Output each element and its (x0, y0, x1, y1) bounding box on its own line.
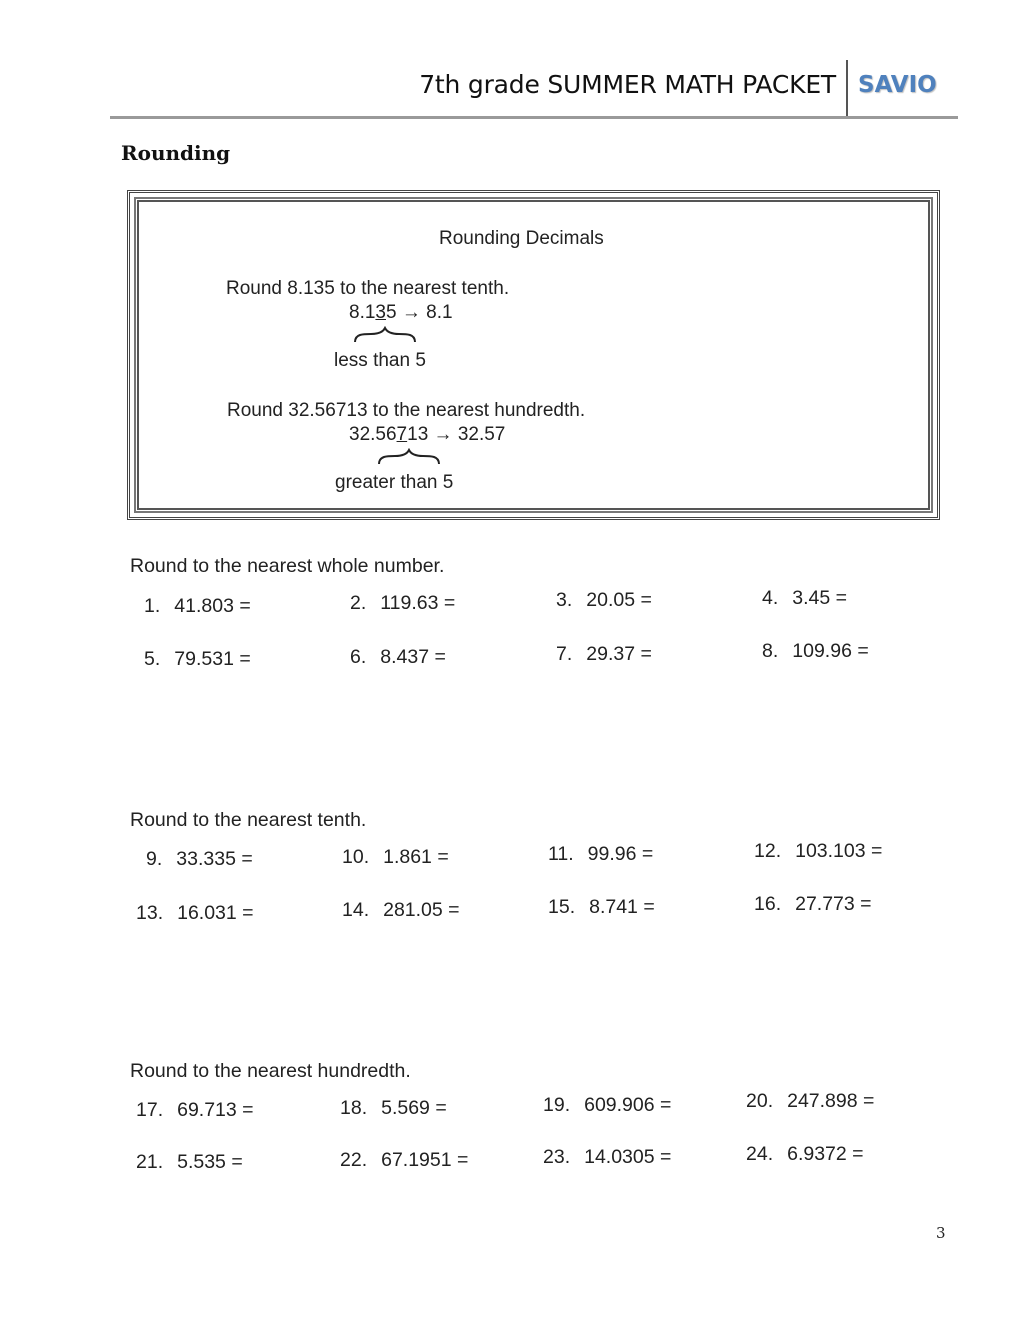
problem-number: 16. (754, 893, 782, 915)
problem-number: 17. (136, 1099, 164, 1121)
problem-expression: 33.335 = (176, 848, 253, 870)
problem-item (136, 1099, 254, 1122)
problem-expression: 3.45 = (792, 587, 848, 609)
problem-expression: 41.803 = (174, 595, 251, 617)
instruction-hundredth: Round to the nearest hundredth. (130, 1060, 411, 1082)
problem-number: 20. (746, 1090, 774, 1112)
problem-item (548, 896, 655, 919)
page-number: 3 (936, 1224, 946, 1242)
problem-number: 12. (754, 840, 782, 862)
example-1-note: less than 5 (334, 350, 426, 371)
problem-expression: 247.898 = (787, 1090, 875, 1112)
instruction-whole-number: Round to the nearest whole number. (130, 555, 445, 577)
problem-expression: 29.37 = (586, 643, 652, 665)
example-box-inner (137, 200, 930, 510)
example-2-work (349, 424, 505, 446)
problem-item (556, 643, 652, 666)
problem-expression: 5.569 = (381, 1097, 447, 1119)
problem-item (754, 840, 882, 863)
problem-expression: 69.713 = (177, 1099, 254, 1121)
problem-number: 8. (762, 640, 779, 662)
problem-number: 23. (543, 1146, 571, 1168)
problem-number: 21. (136, 1151, 164, 1173)
example-1-prompt: Round 8.135 to the nearest tenth. (226, 278, 510, 299)
header-divider (846, 60, 848, 116)
problem-item (350, 592, 455, 615)
example-2-brace-icon (377, 448, 441, 468)
problem-item (548, 843, 653, 866)
problem-expression: 27.773 = (795, 893, 872, 915)
problem-expression: 609.906 = (584, 1094, 672, 1116)
problem-item (543, 1146, 671, 1169)
problem-item (762, 587, 847, 610)
problem-item (144, 595, 251, 618)
problem-expression: 8.437 = (380, 646, 446, 668)
problem-item (762, 640, 869, 663)
example-1-work-post: 5 → 8.1 (386, 302, 453, 323)
problem-item (350, 646, 446, 669)
problem-number: 10. (342, 846, 370, 868)
example-2-rounding-digit: 7 (396, 424, 408, 445)
page-header (110, 60, 958, 119)
example-2-work-post: 13 → 32.57 (407, 424, 506, 445)
example-2-prompt: Round 32.56713 to the nearest hundredth. (227, 400, 586, 421)
problem-expression: 8.741 = (589, 896, 655, 918)
problem-number: 4. (762, 587, 779, 609)
problem-number: 19. (543, 1094, 571, 1116)
problem-expression: 119.63 = (380, 592, 456, 614)
problem-number: 11. (548, 843, 574, 865)
problem-expression: 109.96 = (792, 640, 869, 662)
problem-expression: 281.05 = (383, 899, 460, 921)
problem-number: 18. (340, 1097, 368, 1119)
problem-number: 6. (350, 646, 367, 668)
section-heading: Rounding (121, 141, 231, 165)
header-title: 7th grade SUMMER MATH PACKET (419, 70, 836, 99)
problem-number: 2. (350, 592, 367, 614)
problem-item (146, 848, 253, 871)
problem-number: 22. (340, 1149, 368, 1171)
example-1-work-pre: 8.1 (349, 302, 376, 323)
problem-item (746, 1090, 874, 1113)
example-box (127, 190, 940, 520)
problem-number: 15. (548, 896, 576, 918)
problem-expression: 16.031 = (177, 902, 254, 924)
problem-expression: 6.9372 = (787, 1143, 864, 1165)
problem-expression: 1.861 = (383, 846, 449, 868)
problem-expression: 103.103 = (795, 840, 883, 862)
problem-expression: 5.535 = (177, 1151, 243, 1173)
problem-item (340, 1149, 468, 1172)
savio-logo: SAVIO (858, 72, 937, 98)
problem-item (340, 1097, 447, 1120)
problem-expression: 99.96 = (587, 843, 654, 865)
instruction-tenth: Round to the nearest tenth. (130, 809, 367, 831)
problem-item (342, 899, 460, 922)
problem-expression: 20.05 = (586, 589, 652, 611)
example-1-brace-icon (353, 326, 417, 346)
problem-item (342, 846, 449, 869)
problem-expression: 67.1951 = (381, 1149, 469, 1171)
problem-item (136, 902, 254, 925)
example-1-rounding-digit: 3 (375, 302, 386, 323)
problem-number: 5. (144, 648, 161, 670)
problem-item (144, 648, 251, 671)
example-1-work (349, 302, 453, 324)
problem-expression: 79.531 = (174, 648, 251, 670)
problem-number: 14. (342, 899, 370, 921)
problem-number: 1. (144, 595, 161, 617)
problem-expression: 14.0305 = (584, 1146, 672, 1168)
problem-number: 7. (556, 643, 573, 665)
problem-item (543, 1094, 671, 1117)
problem-number: 24. (746, 1143, 774, 1165)
example-2-work-pre: 32.56 (349, 424, 397, 445)
problem-number: 3. (556, 589, 573, 611)
problem-item (556, 589, 652, 612)
problem-number: 13. (136, 902, 164, 924)
problem-item (136, 1151, 243, 1174)
example-box-title: Rounding Decimals (439, 228, 604, 249)
problem-number: 9. (146, 848, 163, 870)
problem-item (746, 1143, 864, 1166)
example-2-note: greater than 5 (335, 472, 454, 493)
problem-item (754, 893, 872, 916)
